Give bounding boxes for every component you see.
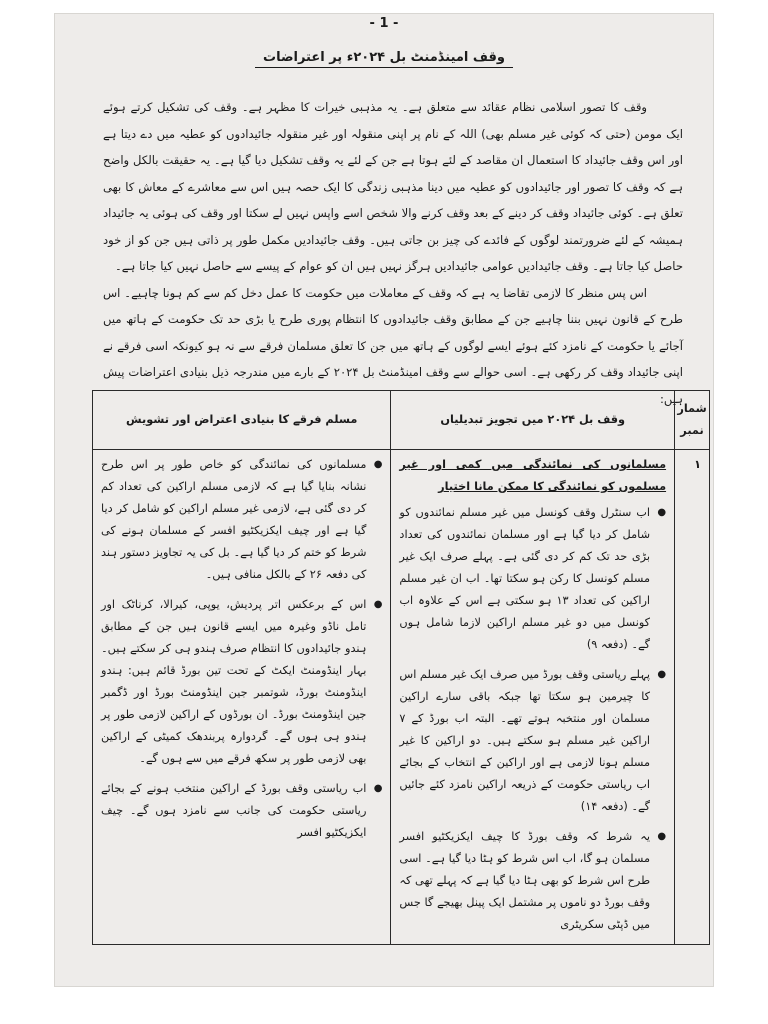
header-changes: وقف بل ۲۰۲۴ میں تجویز تبدیلیاں (391, 391, 675, 450)
section-heading: مسلمانوں کی نمائندگی میں کمی اور غیر مسلموں کو نمائندگی کا ممکن مانا اختیار (399, 458, 667, 493)
document-title: وقف امینڈمنٹ بل ۲۰۲۴ء پر اعتراضات (255, 50, 513, 68)
objections-table (92, 390, 710, 945)
document-page (55, 14, 713, 986)
intro-section (103, 94, 683, 412)
row-serial: ۱ (675, 450, 710, 945)
header-serial: شمار نمبر (675, 391, 710, 450)
page-number: - 1 - (369, 16, 399, 31)
objection-item: ● مسلمانوں کی نمائندگی کو خاص طور پر اس طرح نشانہ بنایا گیا ہے کہ لازمی مسلم اراکین کی تعداد کم کر دی گئی ہے، لازمی غیر مسلم اراکین کو شامل کر دیا گیا ہے اور چیف ایکزیکٹیو افسر کے مسلمان ہونے کی شرط کو ختم کر دیا گیا ہے۔ بل کی یہ تجاویز دستور ہند کی دفعہ ۲۶ کے بالکل منافی ہیں۔ (101, 454, 382, 586)
table-header-row (93, 391, 710, 450)
intro-paragraph: وقف کا تصور اسلامی نظام عقائد سے متعلق ہے۔ یہ مذہبی خیرات کا مظہر ہے۔ وقف کی تشکیل کرتے ہوئے ایک مومن (حتی کہ کوئی غیر مسلم بھی) اللہ کے نام پر اپنی منقولہ اور غیر منقولہ جائیدادوں کو عطیہ میں دے دیتا ہے اور اس وقف جائیداد کا استعمال ان مقاصد کے لئے ہوتا ہے جن کے لئے یہ وقف تشکیل دیا گیا ہے۔ یہ حقیقت بالکل واضح ہے کہ وقف کا تصور اور جائیدادوں کو عطیہ میں دینا مذہبی زندگی کا ایک حصہ ہیں اس سے معاشرے کے معاش کا بھی تعلق ہے۔ کوئی جائیداد وقف کر دینے کے بعد وقف کرنے والا شخص اسے واپس نہیں لے سکتا اور وقف کی ہوئی یہ جائیداد ہمیشہ کے لئے ضرورتمند لوگوں کے فائدے کی چیز بن جاتی ہیں۔ وقف جائیدادیں مکمل طور پر ذاتی ہیں جن کو از خود حاصل کیا جاتا ہے۔ وقف جائیدادیں عوامی جائیدادیں ہرگز نہیں ہیں ان کو عوام کے پیسے سے حاصل نہیں کیا جاتا ہے۔ (103, 100, 683, 273)
intro-paragraph: اس پس منظر کا لازمی تقاضا یہ ہے کہ وقف کے معاملات میں حکومت کا عمل دخل کم سے کم ہونا چاہیے۔ اس طرح کے قانون نہیں بننا چاہیے جن کے مطابق وقف جائیدادوں کا انتظام پوری طرح یا بڑی حد تک حکومت کے ہاتھ میں آجائے یا حکومت کے نامزد کئے ہوئے ایسے لوگوں کے ہاتھ میں جن کا تعلق مسلمان فرقے سے نہ ہو کیونکہ اسی فرقے نے اپنی جائیداد وقف کر رکھی ہے۔ اسی حوالے سے وقف امینڈمنٹ بل ۲۰۲۴ کے بارے میں مندرجہ ذیل بنیادی اعتراضات پیش ہیں: (103, 285, 683, 406)
change-item: ● پہلے ریاستی وقف بورڈ میں صرف ایک غیر مسلم اس کا چیرمین ہو سکتا تھا جبکہ باقی سارے اراکین مسلمان اور منتخبہ ہوتے تھے۔ البتہ اب بورڈ کے ۷ اراکین غیر مسلم ہو سکتے ہیں۔ دو اراکین کا غیر مسلم ہونا لازمی ہے اور اراکین کے انتخاب کے بجائے اب ریاستی حکومت کے ذریعہ اراکین نامزد کئے جائیں گے۔ (دفعہ ۱۴) (399, 664, 666, 818)
table-row (93, 450, 710, 945)
change-item: ● اب سنٹرل وقف کونسل میں غیر مسلم نمائندوں کو شامل کر دیا گیا ہے اور مسلمان نمائندوں کی تعداد بڑی حد تک کم کر دی گئی ہے۔ پہلے صرف ایک غیر مسلم کونسل کا رکن ہو سکتا تھا۔ اب ان غیر مسلم اراکین کی تعداد ۱۳ ہو سکتی ہے اس کے علاوہ اب کونسل میں دو غیر مسلم اراکین لازما شامل ہوں گے۔ (دفعہ ۹) (399, 502, 666, 656)
change-item: ● یہ شرط کہ وقف بورڈ کا چیف ایکزیکٹیو افسر مسلمان ہو گا، اب اس شرط کو ہٹا دیا گیا ہے۔ اسی طرح اس شرط کو بھی ہٹا دیا گیا ہے کہ پہلے تھی کہ وقف بورڈ دو ناموں پر مشتمل ایک پینل بھیجے گا جس میں ڈپٹی سکریٹری (399, 826, 666, 936)
objection-item: ● اس کے برعکس اتر پردیش، یوپی، کیرالا، کرناٹک اور تامل ناڈو وغیرہ میں ایسے قانون ہیں جن کے مطابق ہندو جائیدادوں کا انتظام صرف ہندو ہی کر سکتے ہیں۔ بہار اینڈومنٹ ایکٹ کے تحت تین بورڈ قائم ہیں: ہندو اینڈومنٹ بورڈ، شوتمبر جین اینڈومنٹ بورڈ اور ڈگمبر جین اینڈومنٹ بورڈ۔ ان بورڈوں کے اراکین لازمی طور پر ہندو ہی ہوں گے۔ گردوارہ پربندھک کمیٹی کے اراکین بھی لازمی طور پر سکھ فرقے میں سے ہوں گے۔ (101, 594, 382, 770)
objection-item: ● اب ریاستی وقف بورڈ کے اراکین منتخب ہونے کے بجائے ریاستی حکومت کی جانب سے نامزد ہوں گے۔ چیف ایکزیکٹیو افسر (101, 778, 382, 844)
objections-cell (93, 450, 391, 945)
changes-cell (391, 450, 675, 945)
header-objections: مسلم فرقے کا بنیادی اعتراض اور تشویش (93, 391, 391, 450)
